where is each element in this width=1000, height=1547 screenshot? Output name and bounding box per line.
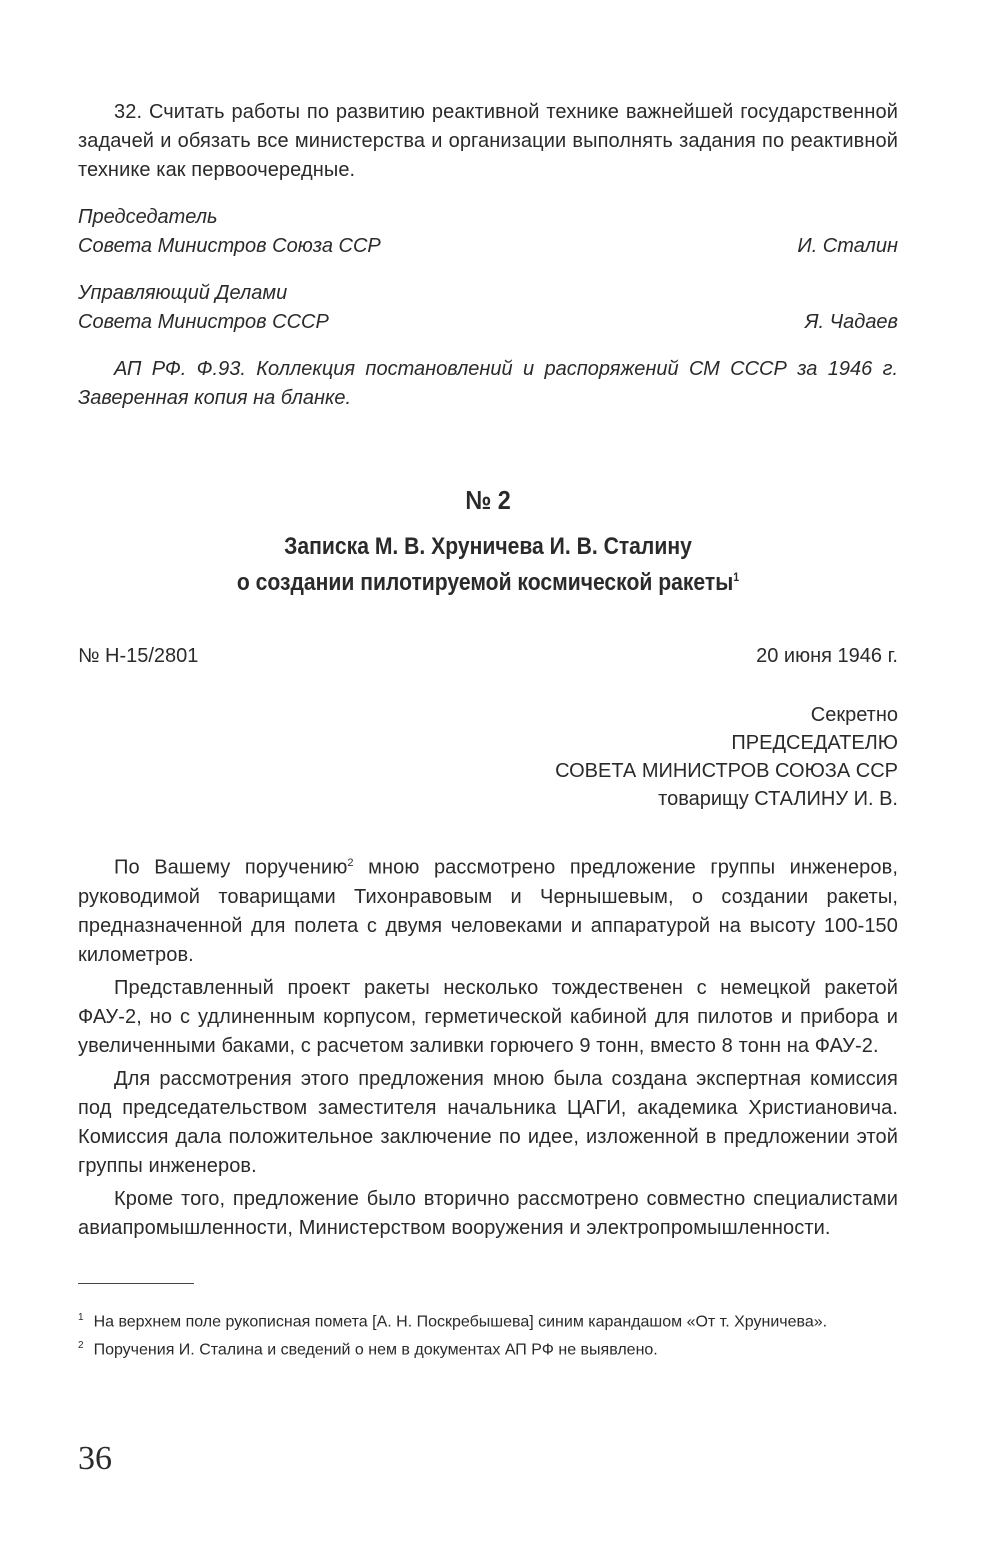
footnotes bbox=[78, 1306, 898, 1363]
body-paragraph: Для рассмотрения этого предложения мною была создана экспертная комиссия под председательством заместителя начальника ЦАГИ, академика Христиановича. Комиссия дала положительное заключение по идее, изложенной в предложении этой группы инженеров. bbox=[78, 1067, 898, 1177]
document-number-heading: № 2 bbox=[465, 485, 511, 515]
addressee-line: СОВЕТА МИНИСТРОВ СОЮЗА ССР bbox=[555, 760, 898, 782]
signature-name: И. Сталин bbox=[797, 235, 898, 257]
title-line-2: о создании пилотируемой космической ракеты$^1$ bbox=[236, 569, 740, 596]
body-paragraph: Кроме того, предложение было вторично рассмотрено совместно специалистами авиапромышленности, Министерством вооружения и электропромышленности. bbox=[78, 1187, 898, 1239]
signature-name: Я. Чадаев bbox=[804, 311, 898, 333]
title-line-1: Записка М. В. Хруничева И. В. Сталину bbox=[284, 533, 692, 560]
signature-title-line2: Совета Министров СССР bbox=[78, 311, 329, 333]
signature-block-chairman bbox=[78, 203, 898, 261]
footnote-text: Поручения И. Сталина и сведений о нем в документах АП РФ не выявлено. bbox=[93, 1341, 658, 1359]
addressee-line: ПРЕДСЕДАТЕЛЮ bbox=[731, 732, 898, 754]
footnote-item bbox=[78, 1334, 898, 1362]
letter-body bbox=[78, 849, 898, 1243]
signature-block-manager bbox=[78, 279, 898, 337]
footnote-mark: 1 bbox=[733, 570, 740, 584]
addressee-block bbox=[78, 701, 898, 813]
reference-row bbox=[78, 642, 898, 671]
reference-number: № Н-15/2801 bbox=[78, 645, 199, 667]
footnote-mark: 2 bbox=[347, 857, 354, 869]
paragraph-32: 32. Считать работы по развитию реактивной технике важнейшей государственной задачей и обязать все министерства и организации выполнять задания по реактивной технике как первоочередные. bbox=[78, 101, 898, 181]
archive-source-note: АП РФ. Ф.93. Коллекция постановлений и распоряжений СМ СССР за 1946 г. Заверенная копия на бланке. bbox=[78, 358, 898, 409]
footnote-text: На верхнем поле рукописная помета [А. Н. Поскребышева] синим карандашом «От т. Хруничева». bbox=[93, 1312, 828, 1330]
footnote-number: 2 bbox=[78, 1339, 84, 1351]
signature-title-line1: Председатель bbox=[78, 206, 218, 228]
document-date: 20 июня 1946 г. bbox=[756, 645, 898, 667]
page-number: 36 bbox=[78, 1440, 112, 1477]
secrecy-mark: Секретно bbox=[810, 704, 898, 726]
signature-title-line1: Управляющий Делами bbox=[78, 282, 288, 304]
page-content bbox=[78, 98, 898, 1362]
body-paragraph: Представленный проект ракеты несколько тождественен с немецкой ракетой ФАУ-2, но с удлиненным корпусом, герметической кабиной для пилотов и прибора и увеличенными баками, с расчетом заливки горючего 9 тонн, вместо 8 тонн на ФАУ-2. bbox=[78, 976, 898, 1057]
body-paragraph: По Вашему поручению$^2$ мною рассмотрено предложение группы инженеров, руководимой товарищами Тихонравовым и Чернышевым, о создании ракеты, предназначенной для полета с двумя человеками и аппаратурой на высоту 100-150 километров. bbox=[78, 856, 898, 966]
signature-title-line2: Совета Министров Союза ССР bbox=[78, 235, 381, 257]
footnote-number: 1 bbox=[78, 1311, 84, 1323]
footnote-item bbox=[78, 1306, 898, 1334]
footnote-divider bbox=[78, 1283, 194, 1284]
addressee-line: товарищу СТАЛИНУ И. В. bbox=[658, 788, 898, 810]
document-title bbox=[127, 532, 849, 598]
